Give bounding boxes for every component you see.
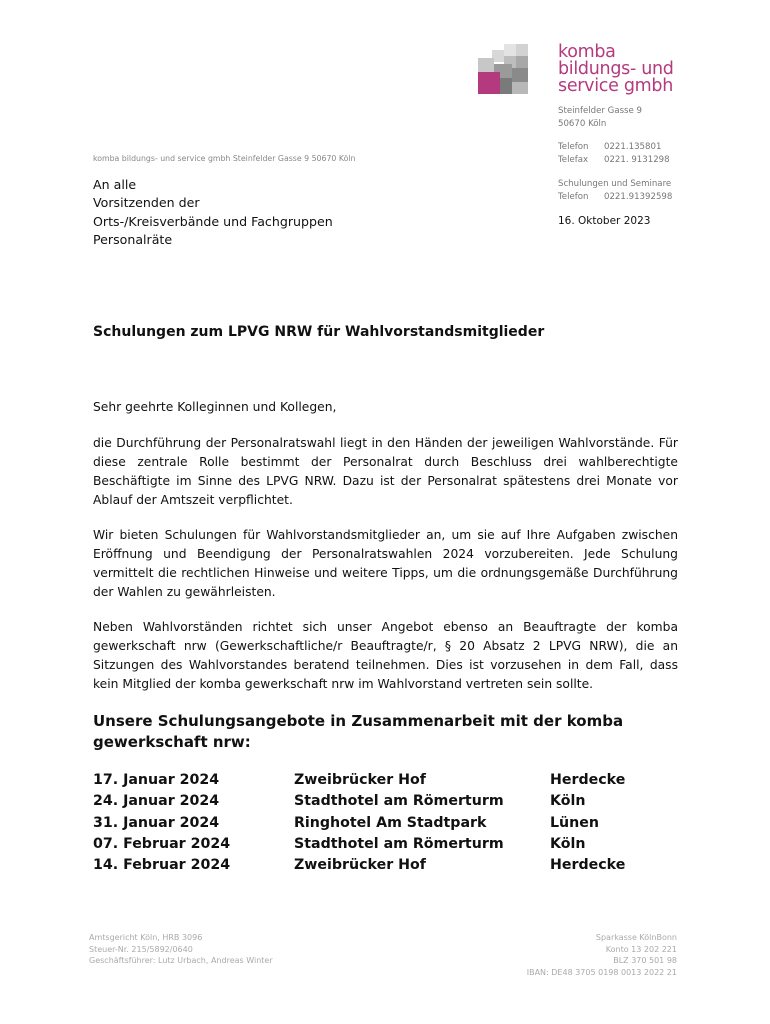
schedule-venue: Zweibrücker Hof xyxy=(294,857,426,874)
logo-line: service gmbh xyxy=(558,76,674,96)
schedule-date: 31. Januar 2024 xyxy=(93,814,220,831)
seminar-contact: Schulungen und Seminare Telefon 0221.91392598 xyxy=(558,179,673,202)
sender-line: komba bildungs- und service gmbh Steinfelder Gasse 9 50670 Köln xyxy=(93,154,356,163)
schedule-city: Köln xyxy=(550,793,586,810)
schedule-city: Herdecke xyxy=(550,857,626,874)
komba-logo-icon xyxy=(478,44,528,94)
body-paragraph: Neben Wahlvorständen richtet sich unser Angebot ebenso an Beauftragte der komba gewerkschaft nrw (Gewerkschaftliche/r Beauftragte/r, § 20 Absatz 2 LPVG NRW), die an Sitzungen des Wahlvorstandes beratend teilnehmen. Dies ist vorzusehen in dem Fall, dass kein Mitglied der komba gewerkschaft nrw im Wahlvorstand vertreten sein sollte. xyxy=(93,620,678,691)
letter-date: 16. Oktober 2023 xyxy=(558,215,651,227)
schedule-date: 17. Januar 2024 xyxy=(93,772,220,788)
recipient-address: An alle Vorsitzenden der Orts-/Kreisverbände und Fachgruppen Personalräte xyxy=(93,177,333,247)
schedule-city: Lünen xyxy=(550,814,599,831)
logo-line: bildungs- und xyxy=(558,59,674,79)
salutation: Sehr geehrte Kolleginnen und Kollegen, xyxy=(93,400,337,414)
schedule-city: Herdecke xyxy=(550,772,626,788)
letter-subject: Schulungen zum LPVG NRW für Wahlvorstandsmitglieder xyxy=(93,324,545,340)
schedule-venue: Ringhotel Am Stadtpark xyxy=(294,814,487,831)
footer-bank: Sparkasse KölnBonn Konto 13 202 221 BLZ 370 501 98 IBAN: DE48 3705 0198 0013 2022 21 xyxy=(526,933,677,977)
company-logo-text xyxy=(558,44,674,95)
logo-line: komba xyxy=(558,42,616,62)
schedule-venue: Zweibrücker Hof xyxy=(294,772,426,788)
company-address: Steinfelder Gasse 9 50670 Köln xyxy=(558,106,643,129)
body-paragraph: die Durchführung der Personalratswahl liegt in den Händen der jeweiligen Wahlvorstände. Für diese zentrale Rolle bestimmt der Personalrat durch Beschluss drei wahlberechtigte Beschäftigte im Sinne des LPVG NRW. Dazu ist der Personalrat spätestens drei Monate vor Ablauf der Amtszeit verpflichtet. xyxy=(93,436,678,507)
body-paragraph: Wir bieten Schulungen für Wahlvorstandsmitglieder an, um sie auf Ihre Aufgaben zwischen Eröffnung und Beendigung der Personalratswahlen 2024 vorzubereiten. Jede Schulung vermittelt die rechtlichen Hinweise und weitere Tipps, um die ordnungsgemäße Durchführung der Wahlen zu gewährleisten. xyxy=(93,528,678,599)
schedule-date: 14. Februar 2024 xyxy=(93,857,231,874)
schedule-venue: Stadthotel am Römerturm xyxy=(294,835,504,852)
schedule-date: 07. Februar 2024 xyxy=(93,835,231,852)
schedule-venue: Stadthotel am Römerturm xyxy=(294,793,504,810)
company-contacts: Telefon 0221.135801 Telefax 0221. 9131298 xyxy=(558,142,670,165)
schedule-city: Köln xyxy=(550,835,586,852)
footer-legal: Amtsgericht Köln, HRB 3096 Steuer-Nr. 215/5892/0640 Geschäftsführer: Lutz Urbach, Andreas Winter xyxy=(89,933,273,965)
offers-heading: Unsere Schulungsangebote in Zusammenarbeit mit der komba gewerkschaft nrw: xyxy=(93,712,624,751)
schedule-date: 24. Januar 2024 xyxy=(93,793,220,810)
